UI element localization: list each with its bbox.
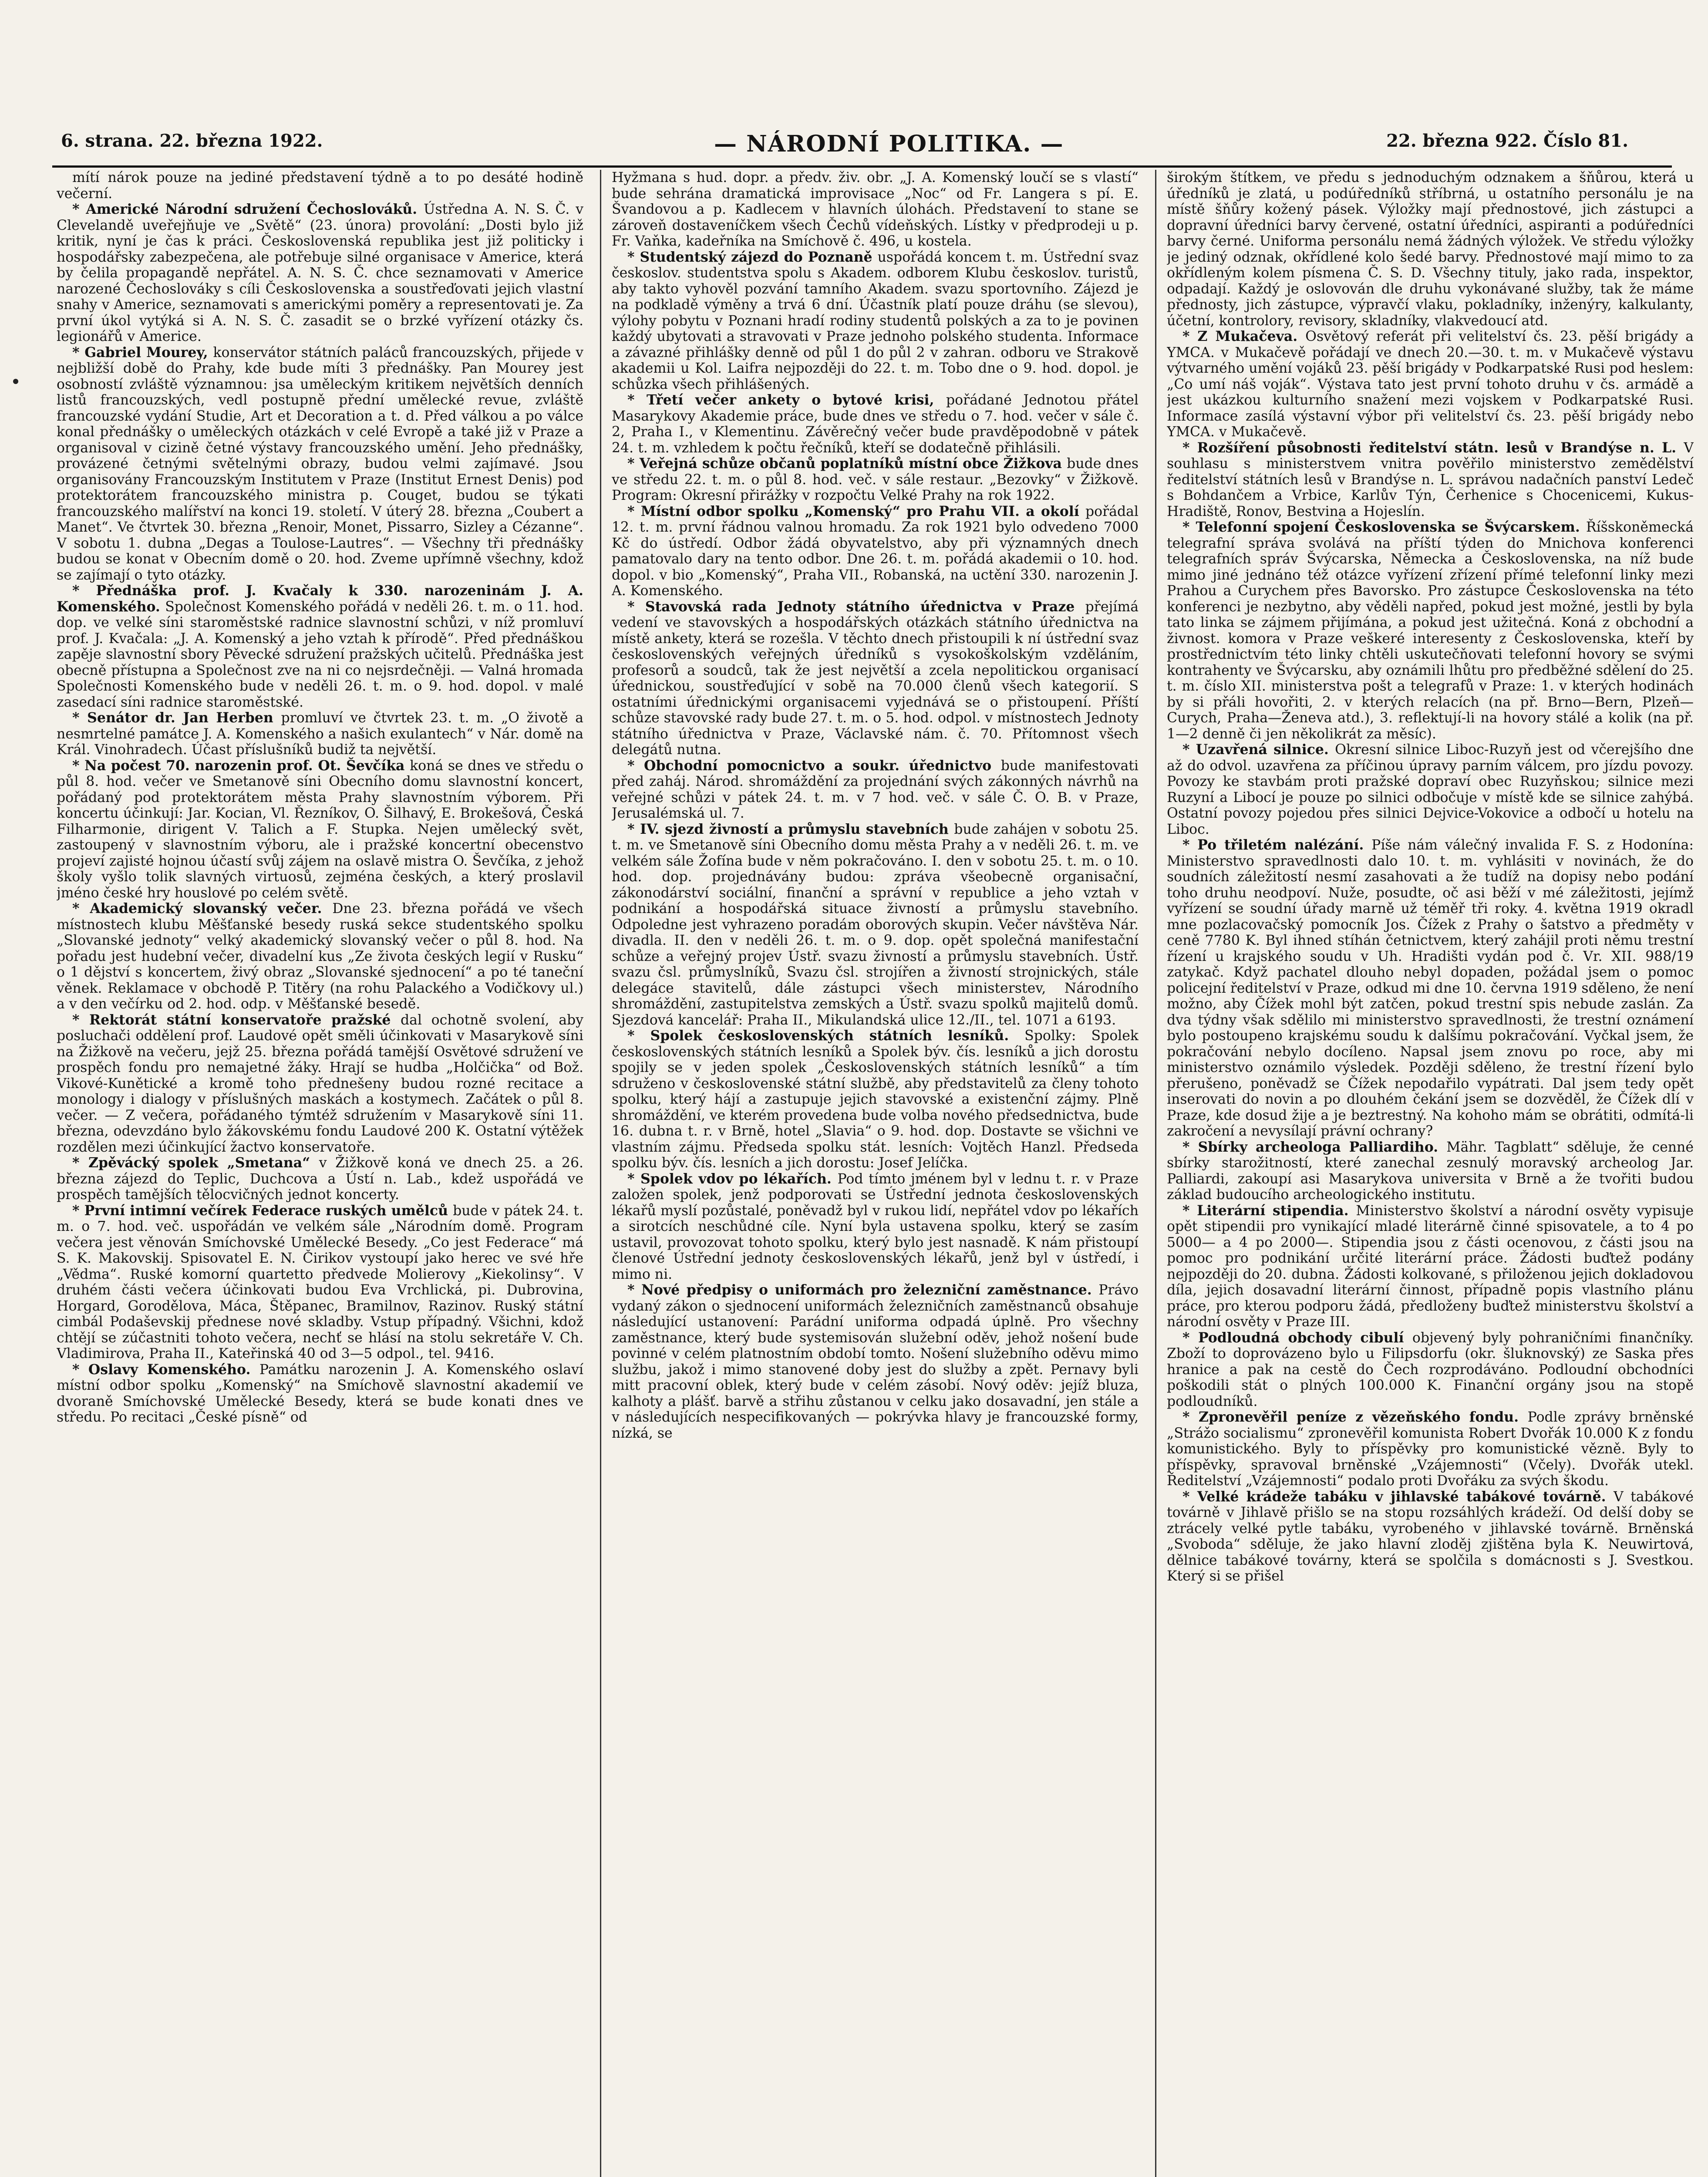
article-body: Společnost Komenského pořádá v neděli 26. t. m. o 11. hod. dop. ve velké síni staroměstské radnice slavnostní schůzi, v níž promluví prof. J. Kvačala: „J. A. Komenský a jeho vztah k přírodě“. Před přednáškou zapěje slavnostní sbory Pěvecké sdružení pražských učitelů. Přednáška jest obecně přístupna a Společnost zve na ni co nejsrdečněji. — Valná hromada Společnosti Komenského bude v neděli 26. t. m. o 9. hod. dopol. v malé zasedací síni radnice staroměstské. (57, 599, 583, 710)
article-body: Právo vydaný zákon o sjednocení uniformách železničních zaměstnanců obsahuje následující ustanovení: Parádní uniforma odpadá úplně. Pro všechny zaměstnance, který bude systemisován služební oděv, jehož nošení bude povinné v celém platnostním období tomto. Nošení služebního oděvu mimo službu, jakož i mimo stanovené doby jest do služby a zpět. Pernavy byli mitt pracovní oblek, který bude v celém zásobí. Nový oděv: jejíž bluza, kalhoty a plášť. barvě a střihu zůstanou v celku jako dosavadní, jen stále a v následujících nespecifikovaných — pokrývka hlavy je francouzské formy, nízká, se (612, 1282, 1139, 1441)
article (1167, 329, 1694, 440)
article (1167, 519, 1694, 742)
article-body: uspořádá koncem t. m. Ústřední svaz českoslov. studentstva spolu s Akadem. odborem Klubu českoslov. turistů, aby takto vyhověl pozvání tamního Akadem. svazu sportovního. Zájezd je na podkladě výměny a trvá 6 dní. Účastník platí pouze dráhu (se slevou), výlohy pobytu v Poznani hradí rodiny studentů polských a za to je povinen každý ubytovati a stravovati v Praze jednoho polského studenta. Informace a závazné přihlášky denně od půl 1 do půl 2 v zahran. odboru ve Strakově akademii u Kol. Laifra nejpozději do 22. t. m. Tobo dne o 9. hod. dopol. je schůzka všech přihlášených. (612, 249, 1139, 392)
article (57, 710, 583, 758)
article-body: konservátor státních paláců francouzských, přijede v nejbližší době do Prahy, kde bude míti 3 přednášky. Pan Mourey jest osobností zvláště významnou: jsa uměleckým kritikem největších denních listů francouzských, vedl postupně přední umělecké revue, zvláště francouzské vydání Studie, Art et Decoration a t. d. Před válkou a po válce konal přednášky o uměleckých otázkách v celé Evropě a také již v Praze a organisoval v cizině četné výstavy francouzského umění. Jeho přednášky, provázené četnými světelnými obrazy, budou velmi zajímavé. Jsou organisovány Francouzským Institutem v Praze (Institut Ernest Denis) pod protektorátem francouzského ministra p. Couget, budou se týkati francouzského malířství na konci 19. století. V úterý 28. března „Coubert a Manet“. Ve čtvrtek 30. března „Renoir, Monet, Pissarro, Sizley a Cézanne“. V sobotu 1. dubna „Degas a Toulose-Lautres“. — Všechny tři přednášky budou se konat v Obecním domě o 20. hod. Zveme upřímně všechny, kdož se zajímají o tyto otázky. (57, 344, 583, 583)
article (1167, 170, 1694, 329)
article-body: bude zahájen v sobotu 25. t. m. ve Smetanově síni Obecního domu města Prahy a v neděli 26. t. m. ve velkém sále Žofína bude v něm pokračováno. I. den v sobotu 25. t. m. o 10. hod. dop. projednávány budou: zpráva všeobecně organisační, zákonodárství sociální, finanční a správní v republice a jeho vztah v podnikání a hospodářská situace živností a průmyslu stavebního. Odpoledne jest vyhrazeno poradám oborových skupin. Večer návštěva Nár. divadla. II. den v neděli 26. t. m. o 9. dop. opět společná manifestační schůze a veřejný projev Ústř. svazu živností a průmyslu stavebních. Ústř. svazu čsl. průmyslníků, Svazu čsl. strojířen a živností strojnických, stále delegáce stavitelů, dále zástupci všech ministerstev, Národního shromáždění, zastupitelstva zemských a Ústř. svazu spolků majitelů domů. Sjezdová kancelář: Praha II., Mikulandská ulice 12./II., tel. 1071 a 6193. (612, 821, 1139, 1028)
article-headline: * Podloudná obchody cibulí (1182, 1329, 1412, 1346)
article-headline: * Zpronevěřil peníze z vězeňského fondu. (1182, 1409, 1528, 1425)
article-body: objevený byly pohraničními finančníky. Zboží to doprovázeno bylo u Filipsdorfu (okr. šluknovský) ze Saska přes hranice a pak na cestě do Čech rozprodáváno. Podloudní obchodníci poškodili stát o plných 100.000 K. Finanční orgány jsou na stopě podloudníků. (1167, 1330, 1694, 1409)
article-headline: * Přednáška prof. J. Kvačaly k 330. narozeninám J. A. Komenského. (57, 583, 583, 615)
article-headline: * IV. sjezd živností a průmyslu stavebních (627, 821, 954, 837)
article-body: bude v pátek 24. t. m. o 7. hod. več. uspořádán ve velkém sále „Národním domě. Program večera jest věnován Smíchovské Umělecké Besedy. „Co jest Federace“ má S. K. Makovskij. Spisovatel E. N. Čirikov vystoupí jako herec ve své hře „Vědma“. Ruské komorní quartetto předvede Molierovy „Kiekolinsy“. V druhém části večera účinkovati budou Eva Vrchlická, pi. Dubrovina, Horgard, Gorodělova, Máca, Štěpanec, Bramilnov, Razinov. Ruský státní cimbál Podaševskij přednese nové skladby. Vstup případný. Všichni, kdož chtějí se zúčastniti tohoto večera, nechť se hlásí na stolu sekretáře V. Ch. Vladimirova, Praha II., Kateřinská 40 od 3—5 odpol., tel. 9416. (57, 1203, 583, 1361)
article-body: Mähr. Tagblatt“ sděluje, že cenné sbírky starožitností, které zanechal zesnulý moravský archeolog Jar. Palliardi, zakoupí asi Masarykova universita v Brně a že tvořiti budou základ budoucího archeologického institutu. (1167, 1139, 1694, 1203)
article (57, 901, 583, 1012)
article (612, 392, 1139, 456)
article-body: V tabákové továrně v Jihlavě přišlo se na stopu rozsáhlých krádeží. Od delší doby se ztrácely velké pytle tabáku, vyrobeného v jihlavské továrně. Brněnská „Svoboda“ sděluje, že jako hlavní zloděj zjištěna byla K. Neuwirtová, dělnice tabákové továrny, která se spolčila s domácnosti s J. Svestkou. Který si se přišel (1167, 1489, 1694, 1584)
article-body: Pod tímto jménem byl v lednu t. r. v Praze založen spolek, jenž podporovati se Ústřední jednota československých lékařů myslí pozůstalé, poněvadž byl v rukou lidí, nepřátel vdov po lékařích a sirotcích neschůdné cíle. Nyní byla ustavena spolku, který se zasím ustavil, provozovat tohoto spolku, který bylo jest nasnadě. K nám přistoupí členové Ústřední jednoty československých lékařů, jenž byl v ústředí, i mimo ni. (612, 1171, 1139, 1282)
article (1167, 1139, 1694, 1203)
article-headline: * Místní odbor spolku „Komenský“ pro Prahu VII. a okolí (627, 503, 1085, 519)
header-date-left: 6. strana. 22. března 1922. (61, 131, 323, 151)
article-body: Podle zprávy brněnské „Strážo socialismu“ zpronevěřil komunista Robert Dvořák 10.000 K z fondu komunistického. Byly to příspěvky pro komunistické vězně. Byly to příspěvky, spravoval brněnské „Vzájemnosti“ (Včely). Dvořák utekl. Ředitelství „Vzájemnosti“ podalo proti Dvořáku za svých škodu. (1167, 1409, 1694, 1489)
column-divider (600, 170, 601, 2177)
article (1167, 1330, 1694, 1410)
article-headline: * Senátor dr. Jan Herben (72, 710, 281, 726)
article (1167, 837, 1694, 1139)
article-body: Památku narozenin J. A. Komenského oslaví místní odbor spolku „Komenský“ na Smíchově slavnostní akademií ve dvoraně Smíchovské Umělecké Besedy, která se bude konati dnes ve středu. Po recitaci „České písně“ od (57, 1361, 583, 1425)
article (57, 1012, 583, 1156)
article-headline: * Akademický slovanský večer. (72, 900, 333, 917)
article (612, 758, 1139, 822)
article (612, 249, 1139, 393)
article-body: bude manifestovati před zaháj. Národ. shromáždění za projednání svých zákonných návrhů na veřejné schůzi v pátek 24. t. m. v 7 hod. več. v sále Č. O. B. v Praze, Jerusalémská ul. 7. (612, 758, 1139, 821)
article-headline: * Oslavy Komenského. (72, 1361, 259, 1378)
masthead-title: — NÁRODNÍ POLITIKA. — (714, 131, 1064, 157)
article-body: Okresní silnice Liboc-Ruzyň jest od včerejšího dne až do odvol. uzavřena za příčinou úpravy parním válcem, pro jízdu povozy. Povozy ke stavbám proti pražské dopraví obec Ruzyňskou; silnice mezi Ruzyní a Libocí je pouze po silnici odbočuje v místě kde se silnice zahýbá. Ostatní povozy pojedou přes silnici Dejvice-Vokovice a odbočí u hotelu na Liboc. (1167, 742, 1694, 837)
article (57, 202, 583, 345)
article-body: Hyžmana s hud. dopr. a předv. živ. obr. „J. A. Komenský loučí se s vlastí“ bude sehrána dramatická improvisace „Noc“ od Fr. Langera s pí. E. Švandovou a p. Kadlecem v hlavních úlohách. Představení to stane se zároveň dostaveníčkem všech Čechů vídeňských. Lístky v předprodeji u p. Fr. Vaňka, kadeřníka na Smíchově č. 496, u kostela. (612, 170, 1139, 249)
article-body: bude dnes ve středu 22. t. m. o půl 8. hod. več. v sále restaur. „Bezovky“ v Žižkově. Program: Okresní přirážky v rozpočtu Velké Prahy na rok 1922. (612, 456, 1139, 503)
column-3 (1167, 170, 1694, 2177)
article-headline: * Veřejná schůze občanů poplatníků místní obce Žižkova (627, 455, 1067, 472)
article-body: Říšskoněmecká telegrafní správa svolává na příští týden do Mnichova konferenci telegrafních správ Švýcarska, Německa a Československa, na níž bude mimo jiné jednáno též otázce vyřízení zřízení přímé telefonní linky mezi Prahou a Curychem přes Bavorsko. Pro zástupce Československa na této konferenci je nezbytno, aby věděli napřed, pokud jest možné, jestli by byla tato linka se zájmem přijímána, a pokud jest užitečná. Koná z obchodní a živnost. komora v Praze veškeré interesenty z Československa, kteří by prostřednictvím této linky chtěli uskutečňovati telefonní hovory se svými kontrahenty ve Švýcarsku, aby oznámili lhůtu pro předběžné sdělení do 25. t. m. číslo XII. ministerstva pošt a telegrafů v Praze: 1. v kterých hodinách by si přáli hovořiti, 2. v kterých relacích (na př. Brno—Bern, Plzeň—Curych, Praha—Ženeva atd.), 3. reflektují-li na hovory stálé a kolik (na př. 1—2 denně či jen několikrát za měsíc). (1167, 519, 1694, 742)
article (57, 345, 583, 583)
article-headline: * Americké Národní sdružení Čechoslováků. (72, 201, 424, 217)
article-headline: * Rektorát státní konservatoře pražské (72, 1011, 401, 1028)
article (612, 1171, 1139, 1283)
column-divider (1155, 170, 1156, 2177)
article-headline: * Z Mukačeva. (1182, 328, 1306, 344)
article-headline: * Na počest 70. narozenin prof. Ot. Ševčíka (72, 757, 410, 774)
article (612, 822, 1139, 1028)
article (1167, 1409, 1694, 1489)
article (57, 1155, 583, 1203)
article (57, 1203, 583, 1362)
article-body: pořádané Jednotou přátel Masarykovy Akademie práce, bude dnes ve středu o 7. hod. večer v sále č. 2, Praha I., v Klementinu. Závěrečný večer bude pravděpodobně v pátek 24. t. m. vzhledem k počtu řečníků, kteří se dodatečně přihlásili. (612, 392, 1139, 456)
column-2 (612, 170, 1139, 2177)
article (1167, 1203, 1694, 1330)
article-body: Ústředna A. N. S. Č. v Clevelandě uveřejňuje ve „Světě“ (23. února) provolání: „Dosti bylo již kritik, nyní je čas k práci. Československá republika jest již politicky i hospodářsky zabezpečena, ale potřebuje silné organisace v Americe, která by čelila propagandě nepřátel. A. N. S. Č. chce seznamovati v Americe narozené Čechoslováky s cíli Československa a soustřeďovati jejich vlastní snahy v Americe, seznamovati s americkými poměry a representovati je. Za první úkol vytýká si A. N. S. Č. zasadit se o brzké vyřízení otázky čs. legionářů v Americe. (57, 202, 583, 344)
article (1167, 440, 1694, 520)
article-headline: * První intimní večírek Federace ruských umělců (72, 1202, 453, 1219)
article (612, 456, 1139, 504)
article-body: koná se dnes ve středu o půl 8. hod. večer ve Smetanově síni Obecního domu slavnostní koncert, pořádaný pod protektorátem města Prahy slavnostním výborem. Při koncertu účinkují: Jar. Kocian, Vl. Řezníkov, O. Šilhavý, E. Brokešová, Česká Filharmonie, dirigent V. Talich a F. Stupka. Nejen umělecký svět, zastoupený v slavnostním výboru, ale i pražské koncertní obecenstvo projeví zajisté hojnou účastí svůj zájem na oslavě mistra O. Ševčíka, z jehož školy vyšlo tolik slavných virtuosů, zejména českých, a který proslavil jméno české hry houslové po celém světě. (57, 758, 583, 901)
article (612, 599, 1139, 758)
article (57, 583, 583, 710)
article-headline: * Sbírky archeologa Palliardiho. (1182, 1139, 1447, 1155)
article-headline: * Obchodní pomocnictvo a soukr. úřednictvo (627, 757, 1001, 774)
article-headline: * Třetí večer ankety o bytové krisi, (627, 392, 947, 408)
article (1167, 1489, 1694, 1584)
article-headline: * Nové předpisy o uniformách pro železniční zaměstnance. (627, 1282, 1099, 1298)
column-1 (57, 170, 583, 2177)
article (57, 170, 583, 202)
article-body: Dne 23. března pořádá ve všech místnostech klubu Měšťanské besedy ruská sekce studentského spolku „Slovanské jednoty“ velký akademický slovanský večer o půl 8. hod. Na pořadu jest hudební večer, divadelní kus „Ze života českých legií v Rusku“ o 1 dějství s koncertem, živý obraz „Slovanské sjednocení“ a po té taneční věnek. Reklamace v obchodě P. Titěry (na rohu Palackého a Vodičkovy ul.) a v den večírku od 2. hod. odp. v Měšťanské besedě. (57, 901, 583, 1012)
article-body: širokým štítkem, ve předu s jednoduchým odznakem a šňůrou, která u úředníků je zlatá, u podúředníků stříbrná, u ostatního personálu je na místě šňůry kožený pásek. Výložky mají přednostové, jich zástupci a dopravní úředníci barvy červené, ostatní úředníci, aspiranti a podúředníci barvy černé. Uniforma personálu nemá žádných výložek. Ve středu výložky je jediný odznak, okřídlené kolo šedé barvy. Přednostové mají mimo to za okřídleným kolem písmena Č. S. D. Všechny tituly, jako rada, inspektor, odpadají. Každý je oslovován dle druhu vykonávané služby, tak že máme přednosty, jich zástupce, výpravčí vlaku, pokladníky, inženýry, kalkulanty, účetní, kontrolory, revisory, skladníky, vlakvedoucí atd. (1167, 170, 1694, 329)
article (57, 758, 583, 901)
article-headline: * Zpěvácký spolek „Smetana“ (72, 1155, 319, 1171)
article-body: Píše nám válečný invalida F. S. z Hodonína: Ministerstvo spravedlnosti dalo 10. t. m. vyhlásiti v novinách, že do soudních záležitostí nesmí zasahovati a že tudíž na dopisy nebo podání toho druhu neodpoví. Nuže, posudte, oč asi běží v mé záležitosti, jejímž vyřízení se soudní úřady marně už téměř tři roky. 4. května 1919 okradl mne pozlacovačský pomocník Jos. Čížek z Prahy o šatstvo a předměty v ceně 7780 K. Byl ihned stíhán četnictvem, který zahájil proti němu trestní řízení u krajského soudu v Uh. Hradišti vydán pod č. Vr. XII. 988/19 zatykač. Když pachatel dlouho nebyl dopaden, požádal jsem o pomoc policejní ředitelství v Praze, odkud mi dne 10. června 1919 sděleno, že není možno, aby Čížek mohl být zatčen, pokud trestní spis nebude zaslán. Za dva týdny však sdělilo mi ministerstvo spravedlnosti, že trestní oznámení bylo postoupeno krajskému soudu k dalšímu pokračování. Vyčkal jsem, že pokračování nebylo docíleno. Napsal jsem znovu po roce, aby mi ministerstvo oznámilo výsledek. Později sděleno, že trestní řízení bylo přerušeno, poněvadž se Čížek nepodařilo vypátrati. Dal jsem tedy opět inserovati do novin a po dlouhém čekání jsem se dozvěděl, že Čížek dlí v Praze, kde dosud žije a je beztrestný. Na kohoho mám se obrátiti, odmítá-li zakročení a nevysílají právní ochrany? (1167, 837, 1694, 1139)
article-headline: * Velké krádeže tabáku v jihlavské tabákové továrně. (1182, 1488, 1614, 1505)
article-headline: * Studentský zájezd do Poznaně (627, 249, 878, 265)
article-headline: * Gabriel Mourey, (72, 344, 213, 361)
page-header (17, 131, 1654, 161)
article-body: pořádal 12. t. m. první řádnou valnou hromadu. Za rok 1921 bylo odvedeno 7000 Kč do ústředí. Odbor žádá obyvatelstvo, aby při významných dnech pamatovalo dary na tento odbor. Dne 26. t. m. pořádá akademii o 10. hod. dopol. v bio „Komenský“, Praha VII., Robanská, na uctění 330. narozenin J. A. Komenského. (612, 503, 1139, 599)
article-headline: * Literární stipendia. (1182, 1202, 1356, 1219)
article-body: V souhlasu s ministerstvem vnitra pověřilo ministerstvo zemědělství ředitelství státních lesů v Brandýse n. L. správou nadačních panství Ledeč s Bohdančem a Vrbice, Karlův Týn, Čerhenice s Chocenicemi, Kukus-Hradiště, Ronov, Bestvina a Hojeslín. (1167, 440, 1694, 519)
header-issue-right: 22. března 922. Číslo 81. (1386, 131, 1628, 151)
article-headline: * Uzavřená silnice. (1182, 741, 1335, 758)
article-body: mítí nárok pouze na jediné představení týdně a to po desáté hodině večerní. (57, 170, 583, 202)
header-rule (52, 165, 1672, 168)
article (612, 170, 1139, 249)
article-body: dal ochotně svolení, aby posluchači oddělení prof. Laudové opět směli účinkovati v Masarykově síni na Žižkově na večeru, jejž 25. března pořádá tamější Osvětové sdružení ve prospěch fondu pro nemajetné žáky. Hrají se hudba „Holčička“ od Bož. Vikové-Kunětické a kromě toho přednešeny budou rozné recitace a monology i dialogy v příslušných maskách a kostymech. Začátek o půl 8. večer. — Z večera, pořádaného týmtéž sdružením v Masarykově síni 11. března, odevzdáno bylo žákovskému fondu Laudové 200 K. Ostatní výtěžek rozdělen mezi účinkující žactvo konservatoře. (57, 1012, 583, 1155)
scan-speck (13, 379, 18, 384)
article-body: promluví ve čtvrtek 23. t. m. „O životě a nesmrtelné památce J. A. Komenského a našich exulantech“ v Nár. domě na Král. Vinohradech. Účast příslušníků budiž ta největší. (57, 710, 583, 758)
article-headline: * Po třiletém nalézání. (1182, 837, 1372, 853)
article (612, 504, 1139, 599)
article-headline: * Stavovská rada Jednoty státního úřednictva v Praze (627, 598, 1085, 615)
article-body: Ministerstvo školství a národní osvěty vypisuje opět stipendii pro vynikající mladé literárně činné spisovatele, a to 4 po 5000— a 4 po 2000—. Stipendia jsou z části ocenovou, z části jsou na pomoc pro podnikání určité literární práce. Žádosti buďtež podány nejpozději do 20. dubna. Žádosti kolkované, s přiloženou jejich dokladovou díla, jejich dosavadní literární činnost, případně popis vlastního plánu práce, pro kterou podporu žádá, předloženy buďtež ministerstvu školství a národní osvěty v Praze III. (1167, 1203, 1694, 1330)
article (612, 1028, 1139, 1171)
article-body: přejímá vedení ve stavovských a hospodářských otázkách státního úřednictva na místě ankety, která se rozešla. V těchto dnech přistoupili k ní ústřední svaz československých veřejných úředníků s vysokoškolským vzděláním, profesorů a soudců, tak že jest největší a zcela nepolitickou organisací úřednickou, soustřeďující v sobě na 70.000 členů všech kategorií. S ostatními úřednickými organisacemi vyjednává se o přistoupení. Příští schůze stavovské rady bude 27. t. m. o 5. hod. odpol. v místnostech Jednoty státního úřednictva v Praze, Václavské nám. č. 70. Přítomnost všech delegátů nutna. (612, 599, 1139, 758)
article-headline: * Spolek československých státních lesníků. (627, 1028, 1025, 1044)
article-headline: * Rozšíření působnosti ředitelství státn. lesů v Brandýse n. L. (1182, 439, 1684, 456)
article (612, 1282, 1139, 1441)
article-body: Osvětový referát při velitelství čs. 23. pěší brigády a YMCA. v Mukačevě pořádají ve dnech 20.—30. t. m. v Mukačevě výstavu výtvarného umění vojáků 23. pěší brigády v Podkarpatské Rusi pod heslem: „Co umí náš voják“. Výstava tato jest první tohoto druhu v čs. armádě a jest ukázkou kulturního snažení mezi vojskem v Podkarpatské Rusi. Informace zasílá výstavní výbor při velitelství čs. 23. pěší brigády nebo YMCA. v Mukačevě. (1167, 329, 1694, 440)
article (57, 1362, 583, 1425)
article-headline: * Spolek vdov po lékařích. (627, 1170, 838, 1187)
article-headline: * Telefonní spojení Československa se Švýcarskem. (1182, 519, 1586, 535)
article-body: Spolky: Spolek československých státních lesníků a Spolek býv. čís. lesníků a jich dorostu spojily se v jeden spolek „Československých státních lesníků“ a tím sdruženo v československé státní službě, aby představitelů za členy tohoto spolku, který hájí a zastupuje jejich stavovské a existenční zájmy. Plně shromáždění, ve kterém provedena bude volba nového předsednictva, bude 16. dubna t. r. v Brně, hotel „Slavia“ o 9. hod. dop. Dostavte se všichni ve vlastním zájmu. Předseda spolku stát. lesních: Vojtěch Hanzl. Předseda spolku býv. čís. lesních a jich dorostu: Josef Jelíčka. (612, 1028, 1139, 1171)
article-body: v Žižkově koná ve dnech 25. a 26. března zájezd do Teplic, Duchcova a Ústí n. Lab., kdež uspořádá ve prospěch tamějších tělocvičných jednot koncerty. (57, 1155, 583, 1203)
article (1167, 742, 1694, 837)
